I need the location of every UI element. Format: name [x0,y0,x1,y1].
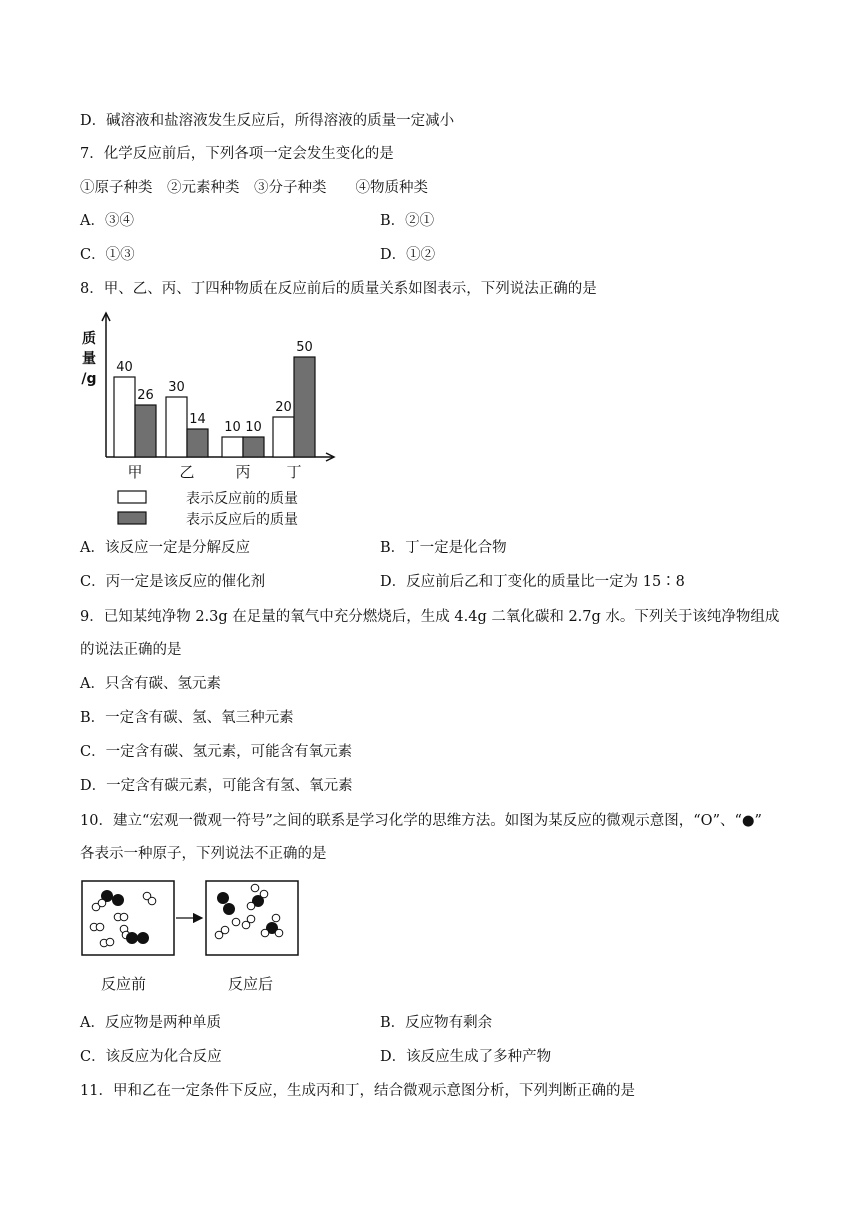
q10-option-b: B．反应物有剩余 [380,1015,493,1031]
q9-option-b: B．一定含有碳、氢、氧三种元素 [80,710,294,726]
bar-value-label: 10 [245,420,262,435]
bar-value-label: 14 [189,412,206,427]
q6-option-d: D．碱溶液和盐溶液发生反应后，所得溶液的质量一定减小 [80,113,455,129]
before-label: 反应前 [101,975,147,993]
y-axis-label: /g [81,371,97,387]
bar-before-0 [114,377,135,457]
q10-stem-line2: 各表示一种原子，下列说法不正确的是 [80,846,327,862]
q10-option-c: C．该反应为化合反应 [80,1049,222,1065]
category-label: 丁 [286,463,302,481]
mass-bar-chart [76,305,346,530]
bar-value-label: 50 [296,340,313,355]
q10-stem-line1: 10．建立“宏观一微观一符号”之间的联系是学习化学的思维方法。如图为某反应的微观示意图，“O”、“●” [80,813,762,829]
q8-option-a: A．该反应一定是分解反应 [80,540,250,556]
bar-value-label: 40 [116,360,133,375]
q8-stem: 8．甲、乙、丙、丁四种物质在反应前后的质量关系如图表示，下列说法正确的是 [80,281,597,297]
q9-stem-line2: 的说法正确的是 [80,642,182,658]
q7-option-a: A．③④ [80,213,134,229]
q9-option-a: A．只含有碳、氢元素 [80,676,221,692]
bar-before-3 [273,417,294,457]
q8-option-b: B．丁一定是化合物 [380,540,507,556]
q10-option-d: D．该反应生成了多种产物 [380,1049,552,1065]
bar-after-0 [135,405,156,457]
after-box [206,881,298,955]
bar-before-1 [166,397,187,457]
bar-value-label: 30 [168,380,185,395]
q10-option-a: A．反应物是两种单质 [80,1015,221,1031]
q9-option-c: C．一定含有碳、氢元素，可能含有氧元素 [80,744,353,760]
legend-swatch [118,491,146,503]
after-label: 反应后 [228,975,274,993]
q7-option-b: B．②① [380,213,435,229]
before-box [82,881,174,955]
bar-value-label: 26 [137,388,154,403]
q7-option-c: C．①③ [80,247,135,263]
q8-option-c: C．丙一定是该反应的催化剂 [80,574,266,590]
legend-label: 表示反应前的质量 [186,491,298,507]
bar-after-2 [243,437,264,457]
q11-stem: 11．甲和乙在一定条件下反应，生成丙和丁，结合微观示意图分析，下列判断正确的是 [80,1083,635,1099]
q7-option-d: D．①② [380,247,436,263]
q7-items: ①原子种类 ②元素种类 ③分子种类 ④物质种类 [80,180,428,196]
bar-before-2 [222,437,243,457]
bar-value-label: 10 [224,420,241,435]
bar-after-1 [187,429,208,457]
y-axis-label: 质 [82,331,96,347]
q7-stem: 7．化学反应前后，下列各项一定会发生变化的是 [80,146,394,162]
category-label: 丙 [235,463,251,481]
legend-label: 表示反应后的质量 [186,512,298,528]
legend-swatch [118,512,146,524]
category-label: 甲 [127,463,143,481]
q9-option-d: D．一定含有碳元素，可能含有氢、氧元素 [80,778,353,794]
q9-stem-line1: 9．已知某纯净物 2.3g 在足量的氧气中充分燃烧后，生成 4.4g 二氧化碳和 2.7g 水。下列关于该纯净物组成 [80,609,780,625]
bar-after-3 [294,357,315,457]
reaction-micro-diagram [80,878,305,998]
q8-option-d: D．反应前后乙和丁变化的质量比一定为 15∶8 [380,574,685,590]
bar-value-label: 20 [275,400,292,415]
y-axis-label: 量 [82,351,96,367]
category-label: 乙 [179,463,195,481]
